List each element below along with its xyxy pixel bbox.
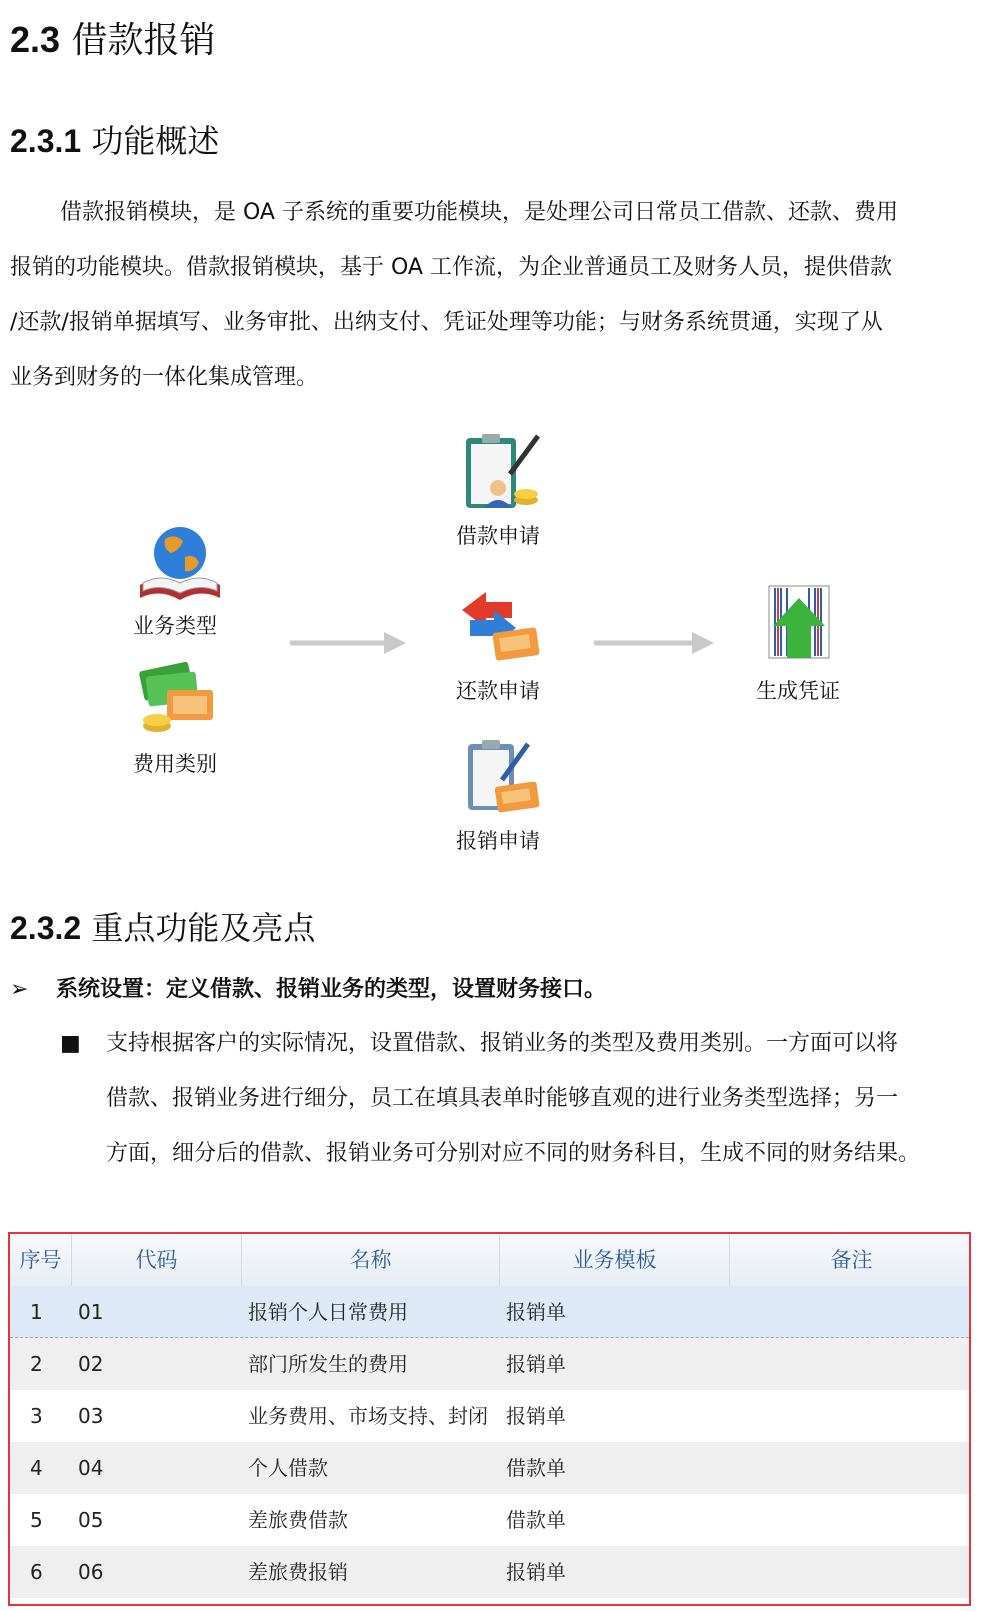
clipboard-person-icon	[460, 430, 545, 515]
cell-name: 差旅费报销	[248, 1560, 348, 1584]
cell-code: 02	[78, 1352, 104, 1376]
table-row[interactable]	[10, 1286, 969, 1338]
cell-seq: 1	[30, 1300, 43, 1324]
cell-template: 报销单	[506, 1300, 566, 1324]
cell-code: 01	[78, 1300, 104, 1324]
globe-book-icon	[135, 523, 225, 608]
subsection-title	[10, 908, 315, 948]
table-header	[10, 1234, 969, 1287]
expense-category-label: 费用类别	[133, 753, 217, 776]
arrow-bullet-icon: ➢	[10, 977, 29, 1002]
cell-code: 05	[78, 1508, 104, 1532]
bullet-item	[10, 970, 606, 1010]
business-type-table	[8, 1232, 971, 1606]
subsection-title-text: 功能概述	[91, 122, 220, 160]
loan-apply-label: 借款申请	[456, 525, 540, 548]
overview-line: 借款报销模块，是 OA 子系统的重要功能模块，是处理公司日常员工借款、还款、费用	[60, 200, 898, 225]
cell-seq: 3	[30, 1404, 43, 1428]
table-row[interactable]	[10, 1546, 969, 1598]
cell-template: 报销单	[506, 1352, 566, 1376]
table-row[interactable]	[10, 1442, 969, 1494]
section-title-text: 借款报销	[71, 20, 216, 61]
overview-line: 业务到财务的一体化集成管理。	[10, 365, 319, 390]
cell-name: 个人借款	[248, 1456, 328, 1480]
subsection-number: 2.3.2	[10, 910, 82, 946]
cell-template: 报销单	[506, 1404, 566, 1428]
table-row[interactable]	[10, 1494, 969, 1546]
table-row[interactable]	[10, 1390, 969, 1442]
cell-seq: 6	[30, 1560, 43, 1584]
clipboard-pen-icon	[462, 736, 542, 816]
table-row[interactable]	[10, 1338, 969, 1390]
cell-code: 03	[78, 1404, 104, 1428]
subsection-number: 2.3.1	[10, 123, 82, 159]
arrow-right-icon	[592, 628, 717, 658]
sub-bullet-line: 支持根据客户的实际情况，设置借款、报销业务的类型及费用类别。一方面可以将	[106, 1031, 899, 1056]
reimburse-apply-label: 报销申请	[456, 830, 540, 853]
arrow-right-icon	[288, 628, 408, 658]
subsection-title	[10, 121, 219, 161]
cell-name: 业务费用、市场支持、封闭	[248, 1404, 488, 1428]
sub-bullet-line: 方面，细分后的借款、报销业务可分别对应不同的财务科目，生成不同的财务结果。	[106, 1141, 921, 1166]
overview-line: 报销的功能模块。借款报销模块，基于 OA 工作流，为企业普通员工及财务人员，提供借款	[10, 255, 892, 280]
sub-bullet-line: 借款、报销业务进行细分，员工在填具表单时能够直观的进行业务类型选择；另一	[106, 1086, 899, 1111]
square-bullet-icon: ■	[60, 1031, 81, 1056]
cell-name: 报销个人日常费用	[248, 1300, 408, 1324]
subsection-title-text: 重点功能及亮点	[91, 909, 316, 947]
cell-template: 借款单	[506, 1508, 566, 1532]
sub-bullet-item	[60, 1016, 975, 1181]
cell-name: 差旅费借款	[248, 1508, 348, 1532]
cell-template: 借款单	[506, 1456, 566, 1480]
voucher-upload-icon	[765, 582, 835, 664]
bullet-text: 系统设置：定义借款、报销业务的类型，设置财务接口。	[56, 977, 607, 1002]
business-type-label: 业务类型	[133, 615, 217, 638]
voucher-label: 生成凭证	[756, 680, 840, 703]
overview-line: /还款/报销单据填写、业务审批、出纳支付、凭证处理等功能；与财务系统贯通，实现了从	[10, 310, 883, 335]
repay-exchange-icon	[458, 588, 543, 668]
cell-seq: 4	[30, 1456, 43, 1480]
column-header-note[interactable]: 备注	[830, 1248, 873, 1272]
column-header-code[interactable]: 代码	[72, 1234, 242, 1286]
column-header-name[interactable]: 名称	[242, 1234, 500, 1286]
cell-seq: 5	[30, 1508, 43, 1532]
cell-seq: 2	[30, 1352, 43, 1376]
cell-template: 报销单	[506, 1560, 566, 1584]
column-header-seq[interactable]: 序号	[10, 1234, 72, 1286]
section-title	[10, 18, 216, 63]
repay-apply-label: 还款申请	[456, 680, 540, 703]
section-number: 2.3	[10, 19, 61, 60]
process-diagram	[0, 430, 1000, 890]
cell-code: 04	[78, 1456, 104, 1480]
overview-paragraph	[10, 185, 970, 405]
money-stack-icon	[137, 660, 219, 740]
cell-name: 部门所发生的费用	[248, 1352, 408, 1376]
cell-code: 06	[78, 1560, 104, 1584]
column-header-template[interactable]: 业务模板	[500, 1234, 730, 1286]
